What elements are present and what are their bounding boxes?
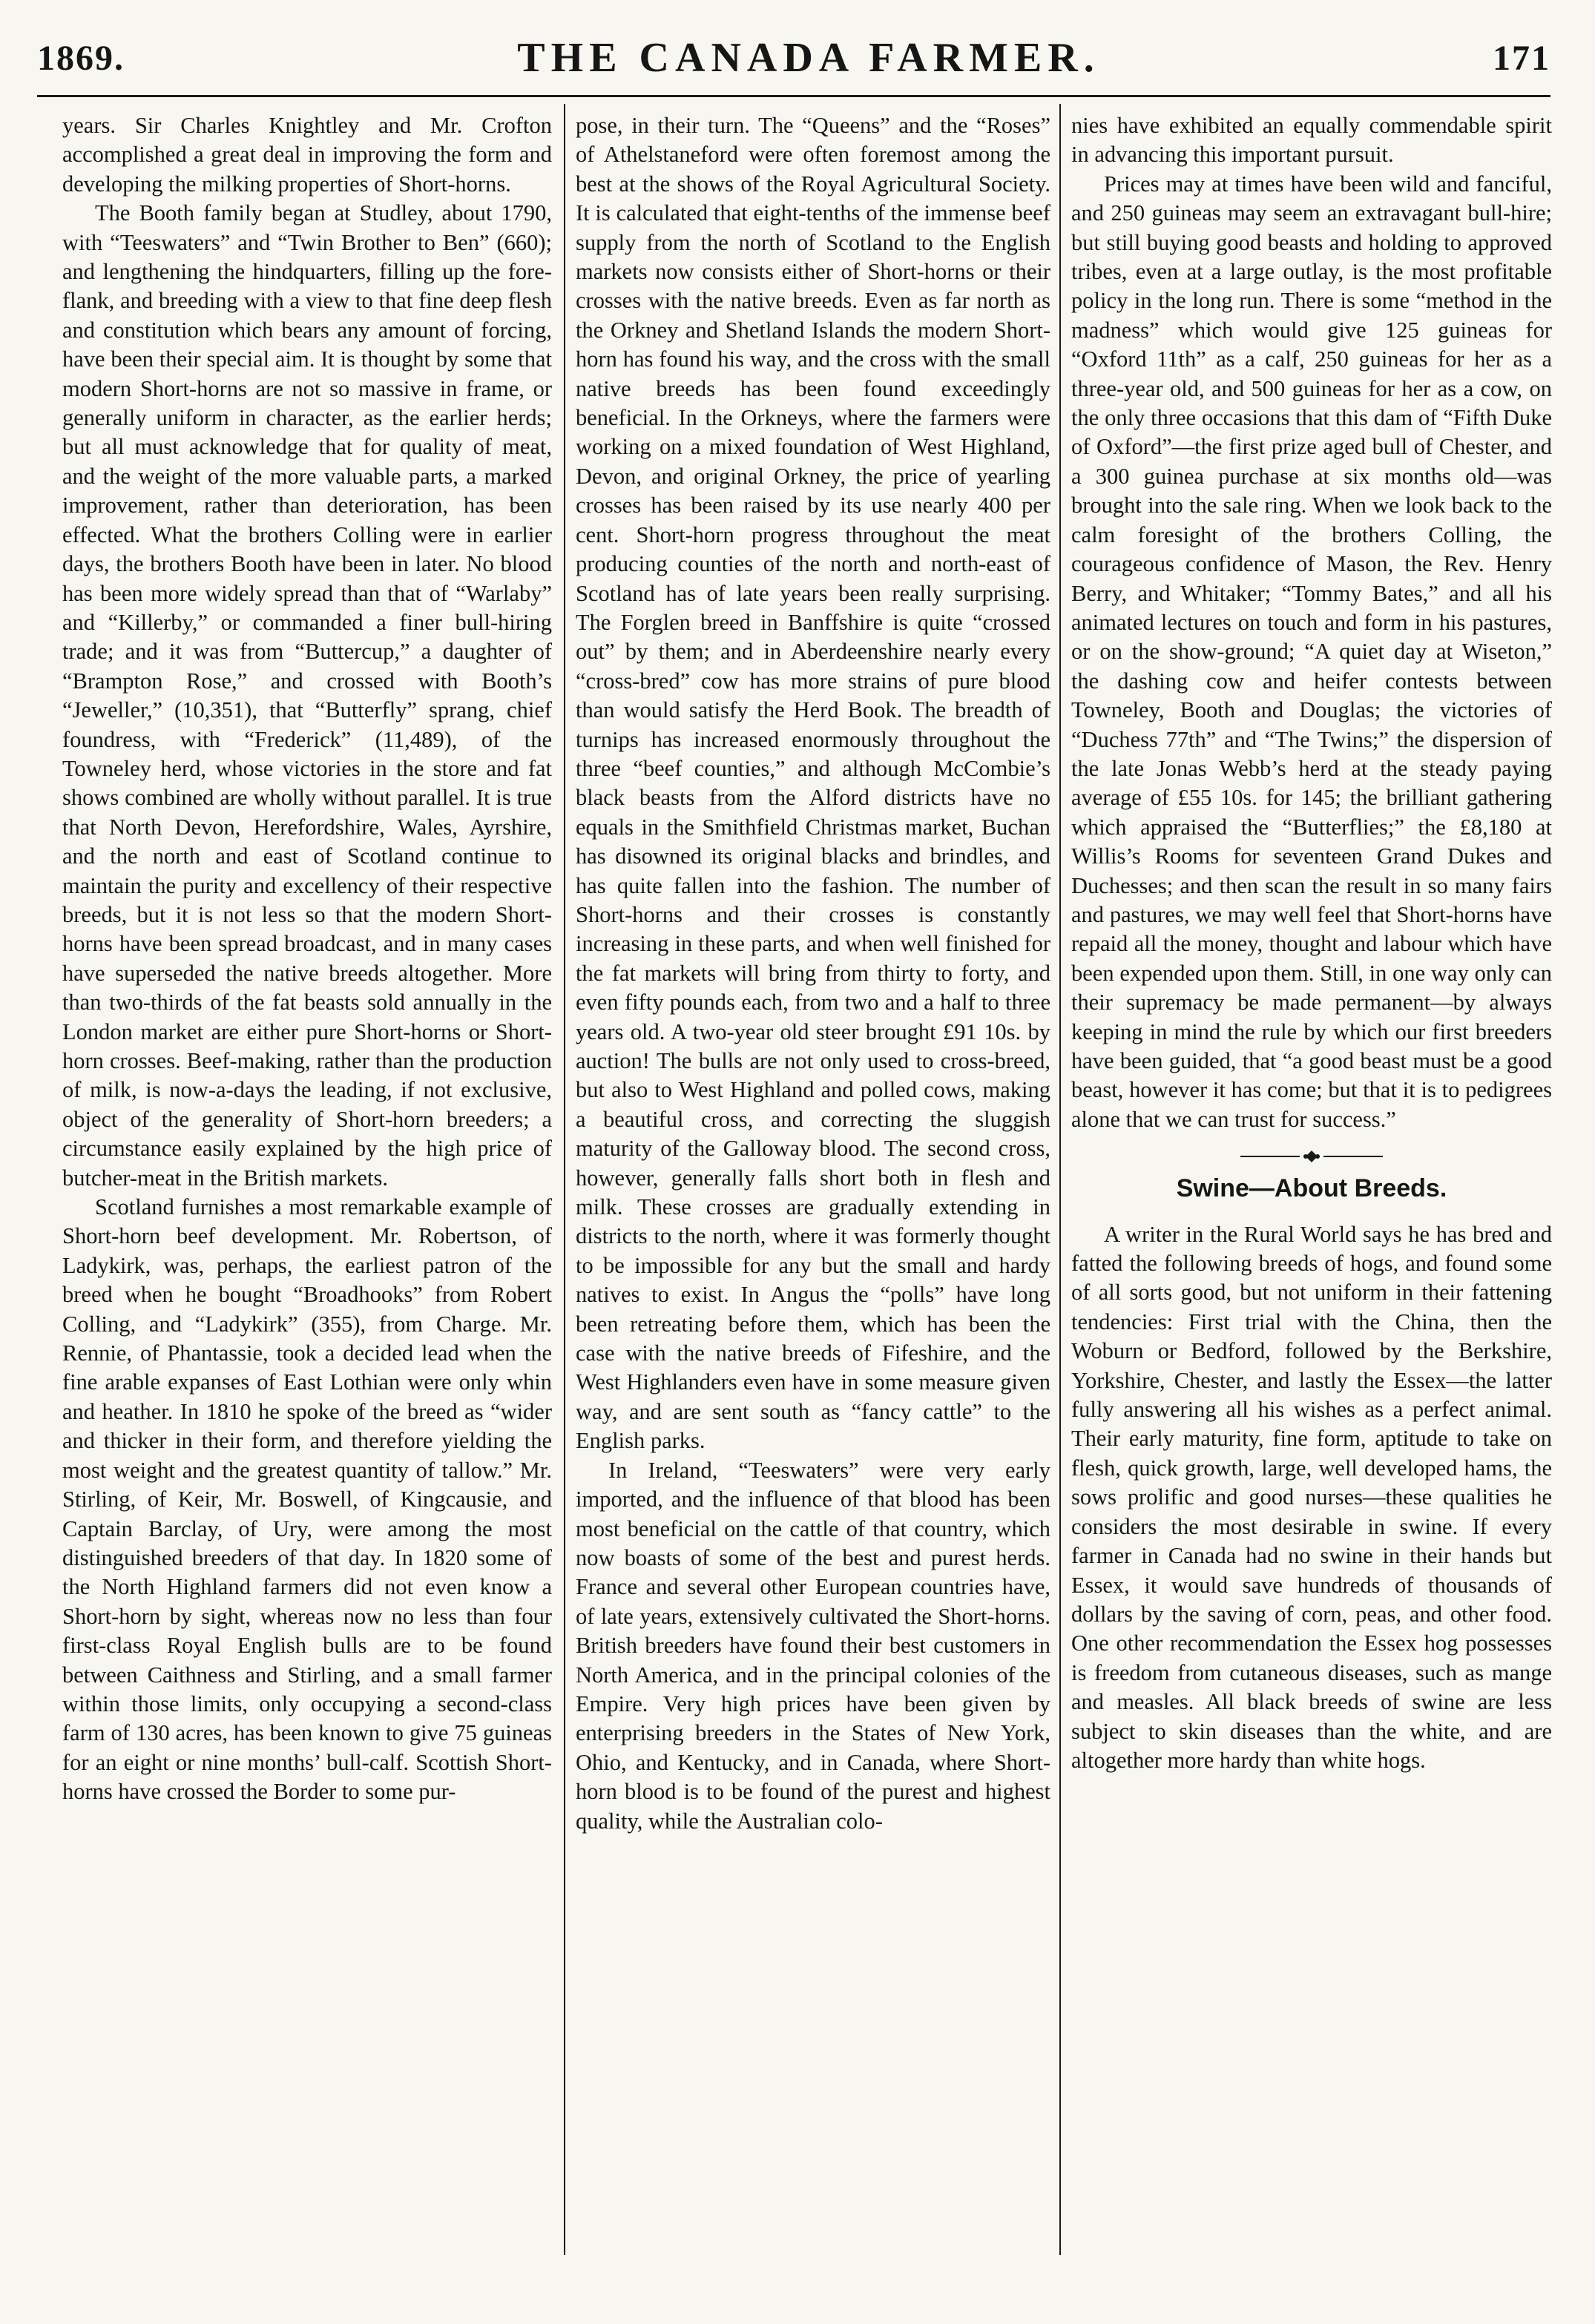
page-header xyxy=(37,28,1550,88)
issue-year: 1869. xyxy=(37,38,125,78)
paragraph: In Ireland, “Teeswaters” were very early imported, and the influence of that blood has been most beneficial on the cattle of that country, which now boasts of some of the best and purest herds. France and several other European countries have, of late years, extensively cultivated the Short-horns. British breeders have found their best customers in North America, and in the principal colonies of the Empire. Very high prices have been given by enterprising breeders in the States of New York, Ohio, and Kentucky, and in Canada, where Short-horn blood is to be found of the purest and highest quality, while the Australian colo- xyxy=(576,1457,1050,1834)
paragraph: The Booth family began at Studley, about 1790, with “Teeswaters” and “Twin Brother to Ben” (660); and lengthening the hindquarters, filling up the fore-flank, and breeding with a view to that fine deep flesh and constitution which bears any amount of forcing, have been their special aim. It is thought by some that modern Short-horns are not so massive in frame, or generally uniform in character, as the earlier herds; but all must acknowledge that for quality of meat, and the weight of the more valuable parts, a marked improvement, rather than deterioration, has been effected. What the brothers Colling were in earlier days, the brothers Booth have been in later. No blood has been more widely spread than that of “Warlaby” and “Killerby,” or commanded a finer bull-hiring trade; and it was from “Buttercup,” a daughter of “Brampton Rose,” and crossed with Booth’s “Jeweller,” (10,351), that “Butterfly” sprang, chief foundress, with “Frederick” (11,489), of the Towneley herd, whose victories in the store and fat shows combined are wholly without parallel. It is true that North Devon, Herefordshire, Wales, Ayrshire, and the north and east of Scotland continue to maintain the purity and excellency of their respective breeds, but it is not less so that the modern Short-horns have been spread broadcast, and in many cases have superseded the native breeds altogether. More than two-thirds of the fat beasts sold annually in the London market are either pure Short-horns or Short-horn crosses. Beef-making, rather than the production of milk, is now-a-days the leading, if not exclusive, object of the generality of Short-horn breeders; a circumstance easily explained by the high price of butcher-meat in the British markets. xyxy=(62,200,552,1191)
column-divider-1 xyxy=(564,104,565,2255)
paragraph: A writer in the Rural World says he has bred and fatted the following breeds of hogs, and found some of all sorts good, but not uniform in their fattening tendencies: First trial with the China, then the Woburn or Bedford, followed by the Berkshire, Yorkshire, Chester, and lastly the Essex—the latter fully answering all his wishes as a perfect animal. Their early maturity, fine form, aptitude to take on flesh, quick growth, large, well developed hams, the sows prolific and good nurses—these qualities he considers the most desirable in swine. If every farmer in Canada had no swine in their hands but Essex, it would save hundreds of thousands of dollars by the saving of corn, peas, and other food. One other recommendation the Essex hog possesses is freedom from cutaneous diseases, such as mange and measles. All black breeds of swine are less subject to skin diseases than the white, and are altogether more hardy than white hogs. xyxy=(1071,1221,1552,1773)
article-column-2 xyxy=(576,111,1050,2277)
paragraph: Prices may at times have been wild and fanciful, and 250 guineas may seem an extravagant bull-hire; but still buying good beasts and holding to approved tribes, even at a large outlay, is the most profitable policy in the long run. There is some “method in the madness” which would give 125 guineas for “Oxford 11th” as a calf, 250 guineas for her as a three-year old, and 500 guineas for her as a cow, on the only three occasions that this dam of “Fifth Duke of Oxford”—the first prize aged bull of Chester, and a 300 guinea purchase at six months old—was brought into the sale ring. When we look back to the calm foresight of the brothers Colling, the courageous confidence of Mason, the Rev. Henry Berry, and Whitaker; “Tommy Bates,” and all his animated lectures on touch and form in his pastures, or on the show-ground; “A quiet day at Wiseton,” the dashing cow and heifer contests between Towneley, Booth and Douglas; the victories of “Duchess 77th” and “The Twins;” the dispersion of the late Jonas Webb’s herd at the steady paying average of £55 10s. for 145; the brilliant gathering which appraised the “Butterflies;” the £8,180 at Willis’s Rooms for seventeen Grand Dukes and Duchesses; and then scan the result in so many fairs and pastures, we may well feel that Short-horns have repaid all the money, thought and labour which have been expended upon them. Still, in one way only can their supremacy be made permanent—by always keeping in mind the rule by which our first breeders have been guided, that “a good beast must be a good beast, however it has come; but that it is to pedigrees alone that we can trust for success.” xyxy=(1071,171,1552,1132)
column-divider-2 xyxy=(1059,104,1061,2255)
page-number: 171 xyxy=(1493,38,1550,78)
article-column-3 xyxy=(1071,111,1552,2277)
masthead-title: THE CANADA FARMER. xyxy=(517,35,1100,81)
section-divider-ornament xyxy=(1237,1149,1386,1164)
paragraph: nies have exhibited an equally commendable spirit in advancing this important pursuit. xyxy=(1071,113,1552,168)
section-heading: Swine—About Breeds. xyxy=(1176,1174,1447,1203)
article-column-1 xyxy=(62,111,552,2277)
paragraph: Scotland furnishes a most remarkable example of Short-horn beef development. Mr. Robertson, of Ladykirk, was, perhaps, the earliest patron of the breed when he bought “Broadhooks” from Robert Colling, and “Ladykirk” (355), from Charge. Mr. Rennie, of Phantassie, took a decided lead when the fine arable expanses of East Lothian were only whin and heather. In 1810 he spoke of the breed as “wider and thicker in their form, and therefore yielding the most weight and the greatest quantity of tallow.” Mr. Stirling, of Keir, Mr. Boswell, of Kingcausie, and Captain Barclay, of Ury, were among the most distinguished breeders of that day. In 1820 some of the North Highland farmers did not even know a Short-horn by sight, whereas now no less than four first-class Royal English bulls are to be found between Caithness and Stirling, and a small farmer within those limits, only occupying a second-class farm of 130 acres, has been known to give 75 guineas for an eight or nine months’ bull-calf. Scottish Short-horns have crossed the Border to some pur- xyxy=(62,1194,552,1805)
paragraph: pose, in their turn. The “Queens” and the “Roses” of Athelstaneford were often foremost among the best at the shows of the Royal Agricultural Society. It is calculated that eight-tenths of the immense beef supply from the north of Scotland to the English markets now consists either of Short-horns or their crosses with the native breeds. Even as far north as the Orkney and Shetland Islands the modern Short-horn has found his way, and the cross with the small native breeds has been found exceedingly beneficial. In the Orkneys, where the farmers were working on a mixed foundation of West Highland, Devon, and original Orkney, the price of yearling crosses has been raised by its use nearly 400 per cent. Short-horn progress throughout the meat producing counties of the north and north-east of Scotland has of late years been really surprising. The Forglen breed in Banffshire is quite “crossed out” by them; and in Aberdeenshire nearly every “cross-bred” cow has more strains of pure blood than would satisfy the Herd Book. The breadth of turnips has increased enormously throughout the three “beef counties,” and although McCombie’s black beasts from the Alford districts have no equals in the Smithfield Christmas market, Buchan has disowned its original blacks and brindles, and has quite fallen into the fashion. The number of Short-horns and their crosses is constantly increasing in these parts, and when well finished for the fat markets will bring from thirty to forty, and even fifty pounds each, from two and a half to three years old. A two-year old steer brought £91 10s. by auction! The bulls are not only used to cross-breed, but also to West Highland and polled cows, making a beautiful cross, and correcting the sluggish maturity of the Galloway blood. The second cross, however, generally falls short both in flesh and milk. These crosses are gradually extending in districts to the north, where it was formerly thought to be impossible for any but the small and hardy natives to exist. In Angus the “polls” have long been retreating before them, which has been the case with the native breeds of Fifeshire, and the West Highlanders even have in some measure given way, and are sent south as “fancy cattle” to the English parks. xyxy=(576,113,1050,1454)
header-rule xyxy=(37,95,1550,97)
paragraph: years. Sir Charles Knightley and Mr. Crofton accomplished a great deal in improving the form and developing the milking properties of Short-horns. xyxy=(62,113,552,197)
